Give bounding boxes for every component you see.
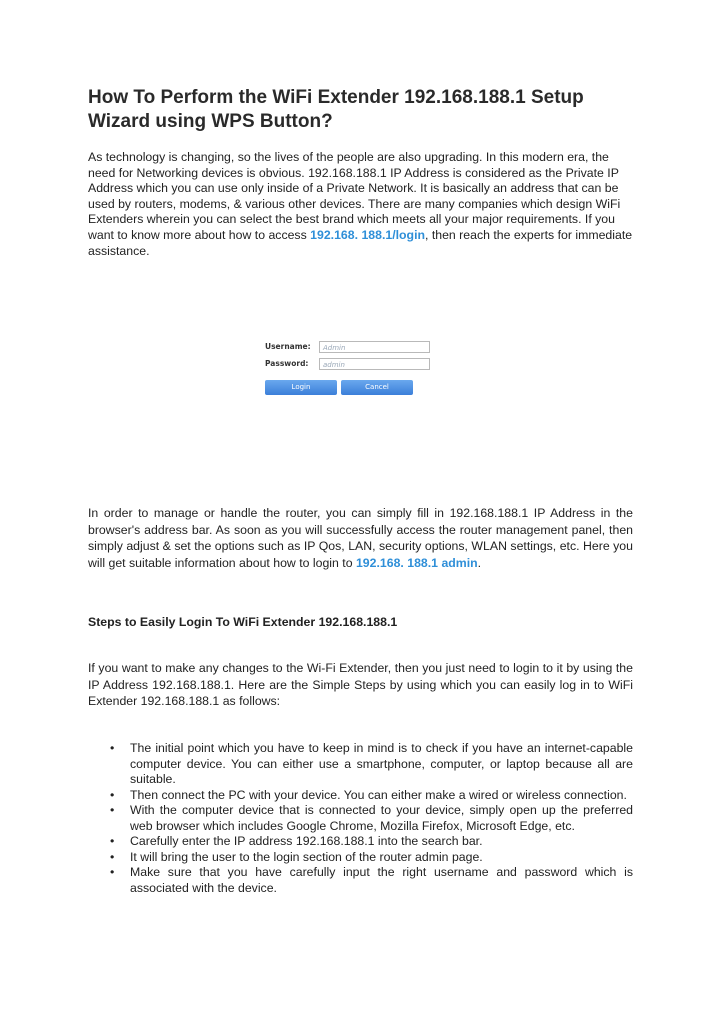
step-text: With the computer device that is connected to your device, simply open up the preferred web browser which includes Google Chrome, Mozilla Firefox, Microsoft Edge, etc. [130, 803, 633, 833]
intro-tail: , then reach the experts for immediate assistance. [88, 227, 633, 258]
step-text: Make sure that you have carefully input the right username and password which is associated with the device. [130, 865, 633, 895]
page-title: How To Perform the WiFi Extender 192.168.188.1 Setup Wizard using WPS Button? [88, 87, 584, 132]
step-text: Then connect the PC with your device. You can either make a wired or wireless connection. [130, 787, 627, 802]
list-item [88, 834, 633, 850]
bullet-icon: • [110, 741, 115, 755]
list-item [88, 803, 633, 834]
password-label: Password: [265, 359, 309, 368]
router-text: In order to manage or handle the router, you can simply fill in 192.168.188.1 IP Address in the browser's address bar. As soon as you will successfully access the router management panel, then simply adjust & set the options such as IP Qos, LAN, security options, WLAN settings, etc. Here you will get suitable information about how to login to [88, 506, 633, 570]
intro-text: As technology is changing, so the lives of the people are also upgrading. In this modern era, the need for Networking devices is obvious. 192.168.188.1 IP Address is considered as the Private IP Address which you can use only inside of a Private Network. It is basically an address that can be used by routers, modems, & various other devices. There are many companies which design WiFi Extenders wherein you can select the best brand which meets all your major requirements. If you want to know more about how to access [88, 150, 621, 242]
steps-heading: Steps to Easily Login To WiFi Extender 192.168.188.1 [88, 615, 398, 629]
password-field: admin [319, 358, 430, 370]
list-item [88, 850, 633, 866]
steps-intro-paragraph: If you want to make any changes to the Wi-Fi Extender, then you just need to login to it by using the IP Address 192.168.188.1. Here are the Simple Steps by using which you can easily log in to WiFi Extender 192.168.188.1 as follows: [88, 661, 633, 708]
username-field: Admin [319, 341, 430, 353]
bullet-icon: • [110, 834, 115, 848]
list-item [88, 741, 633, 788]
username-label: Username: [265, 342, 311, 351]
router-tail: . [477, 555, 482, 570]
router-paragraph [88, 505, 633, 571]
cancel-button: Cancel [341, 380, 413, 395]
bullet-icon: • [110, 803, 115, 817]
login-button: Login [265, 380, 337, 395]
bullet-icon: • [110, 787, 115, 802]
login-link[interactable]: 192.168. 188.1/login [310, 227, 425, 242]
step-text: The initial point which you have to keep in mind is to check if you have an internet-capable computer device. You can either use a smartphone, computer, or laptop because all are suitable. [130, 741, 633, 786]
step-text: It will bring the user to the login section of the router admin page. [130, 849, 483, 864]
bullet-icon: • [110, 865, 115, 879]
admin-link[interactable]: 192.168. 188.1 admin [355, 555, 478, 570]
list-item [88, 788, 633, 804]
step-text: Carefully enter the IP address 192.168.188.1 into the search bar. [130, 834, 483, 848]
login-form-image [265, 339, 437, 401]
list-item [88, 865, 633, 896]
steps-list [88, 741, 633, 896]
bullet-icon: • [110, 849, 115, 864]
intro-paragraph [88, 150, 633, 259]
